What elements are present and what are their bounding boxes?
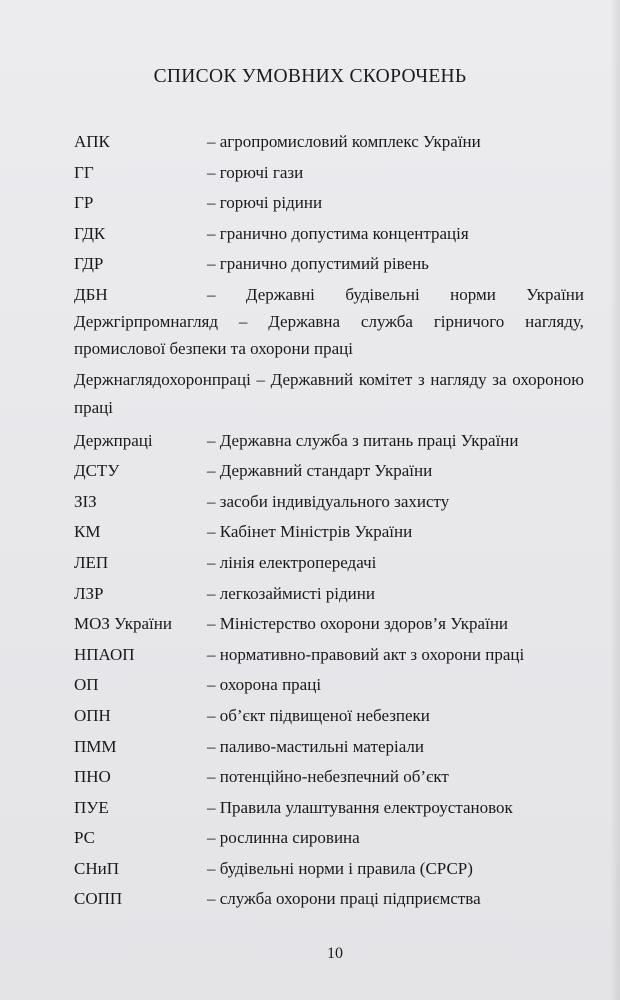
list-item: [74, 188, 584, 219]
abbreviation: ПММ: [74, 736, 117, 756]
definition: – потенційно-небезпечний об’єкт: [207, 767, 449, 787]
list-item-derzhgirpromnaglyad: [74, 309, 584, 363]
definition: – горючі гази: [207, 162, 304, 182]
definition: – гранично допустимий рівень: [207, 254, 429, 274]
word: Державна: [268, 311, 341, 331]
word: Держнаглядохоронпраці: [74, 369, 251, 389]
list-item: [74, 854, 584, 885]
derzhnaglyad-line1: [74, 367, 584, 393]
abbreviation: СНиП: [74, 858, 119, 878]
abbreviation: Держпраці: [74, 430, 153, 450]
word: служба: [360, 311, 413, 331]
abbreviation: МОЗ України: [74, 614, 172, 634]
definition: – агропромисловий комплекс України: [207, 132, 481, 151]
derzhnaglyad-line2: праці: [74, 397, 113, 417]
word: нагляду,: [525, 311, 584, 331]
definition: – рослинна сировина: [207, 828, 360, 848]
abbreviations-top: [74, 127, 584, 280]
list-item: [74, 670, 584, 701]
list-item: [74, 487, 584, 518]
word: Держгірпромнагляд: [74, 311, 219, 331]
word: норми: [450, 284, 496, 304]
word: –: [238, 311, 248, 331]
definition: – нормативно-правовий акт з охорони праці: [207, 644, 525, 664]
abbreviation: ГДК: [74, 223, 106, 243]
list-item: [74, 158, 584, 189]
list-item: [74, 426, 584, 457]
list-item-derzhnaglyad: [74, 367, 584, 423]
page-title: СПИСОК УМОВНИХ СКОРОЧЕНЬ: [153, 66, 467, 87]
word: –: [256, 369, 265, 389]
list-item: [74, 517, 584, 548]
page-number: 10: [327, 945, 343, 962]
abbreviation: НПАОП: [74, 644, 135, 664]
word: за: [492, 369, 507, 389]
definition: – горючі рідини: [207, 193, 323, 213]
list-item-dbn: [74, 280, 584, 311]
word: з: [417, 369, 425, 389]
word: Державний: [270, 369, 354, 389]
list-item: [74, 548, 584, 579]
abbreviation: ОП: [74, 675, 99, 695]
word: України: [526, 284, 584, 304]
word: комітет: [358, 369, 413, 389]
list-item: [74, 456, 584, 487]
page-edge-shadow: [610, 0, 620, 1000]
definition: – Державний стандарт України: [207, 461, 433, 481]
list-item: [74, 701, 584, 732]
word: ДБН: [74, 284, 108, 304]
definition: – засоби індивідуального захисту: [207, 491, 450, 511]
abbreviations-list: [74, 127, 584, 915]
list-item: [74, 640, 584, 671]
list-item: [74, 732, 584, 763]
derzhgirpromnaglyad-line1: [74, 309, 584, 335]
abbreviation: КМ: [74, 522, 101, 542]
word: гірничого: [433, 311, 505, 331]
definition: – будівельні норми і правила (СРСР): [207, 858, 473, 878]
definition: – Кабінет Міністрів України: [207, 522, 413, 542]
definition: – легкозаймисті рідини: [207, 583, 375, 603]
definition: – Правила улаштування електроустановок: [207, 797, 513, 817]
abbreviation: АПК: [74, 132, 110, 151]
list-item: [74, 579, 584, 610]
abbreviation: ГГ: [74, 162, 94, 182]
word: нагляду: [430, 369, 487, 389]
list-item: [74, 884, 584, 915]
list-item: [74, 793, 584, 824]
list-item: [74, 823, 584, 854]
abbreviation: ПУЕ: [74, 797, 109, 817]
definition: – Міністерство охорони здоров’я України: [207, 614, 509, 634]
abbreviation: ГДР: [74, 254, 104, 274]
word: –: [207, 284, 216, 304]
abbreviation: ГР: [74, 193, 94, 213]
definition: – об’єкт підвищеної небезпеки: [207, 705, 430, 725]
list-item: [74, 249, 584, 280]
abbreviation: ДСТУ: [74, 461, 120, 481]
abbreviation: РС: [74, 828, 96, 848]
list-item: [74, 762, 584, 793]
derzhgirpromnaglyad-line2: промислової безпеки та охорони праці: [74, 338, 353, 358]
list-item: [74, 219, 584, 250]
abbreviation: ОПН: [74, 705, 111, 725]
definition: – лінія електропередачі: [207, 552, 377, 572]
definition: – служба охорони праці підприємства: [207, 889, 481, 909]
abbreviation: СОПП: [74, 889, 123, 909]
list-item: [74, 127, 584, 158]
abbreviation: ЛЗР: [74, 583, 104, 603]
definition: – паливо-мастильні матеріали: [207, 736, 424, 756]
word: будівельні: [345, 284, 420, 304]
abbreviation: ПНО: [74, 767, 111, 787]
definition: – гранично допустима концентрація: [207, 223, 469, 243]
definition: – Державна служба з питань праці України: [207, 430, 519, 450]
list-item: [74, 609, 584, 640]
abbreviation: ЛЕП: [74, 552, 109, 572]
word: охороною: [512, 369, 584, 389]
definition: – охорона праці: [207, 675, 322, 695]
abbreviations-bottom: [74, 426, 584, 916]
abbreviation: ЗІЗ: [74, 491, 97, 511]
word: Державні: [245, 284, 315, 304]
